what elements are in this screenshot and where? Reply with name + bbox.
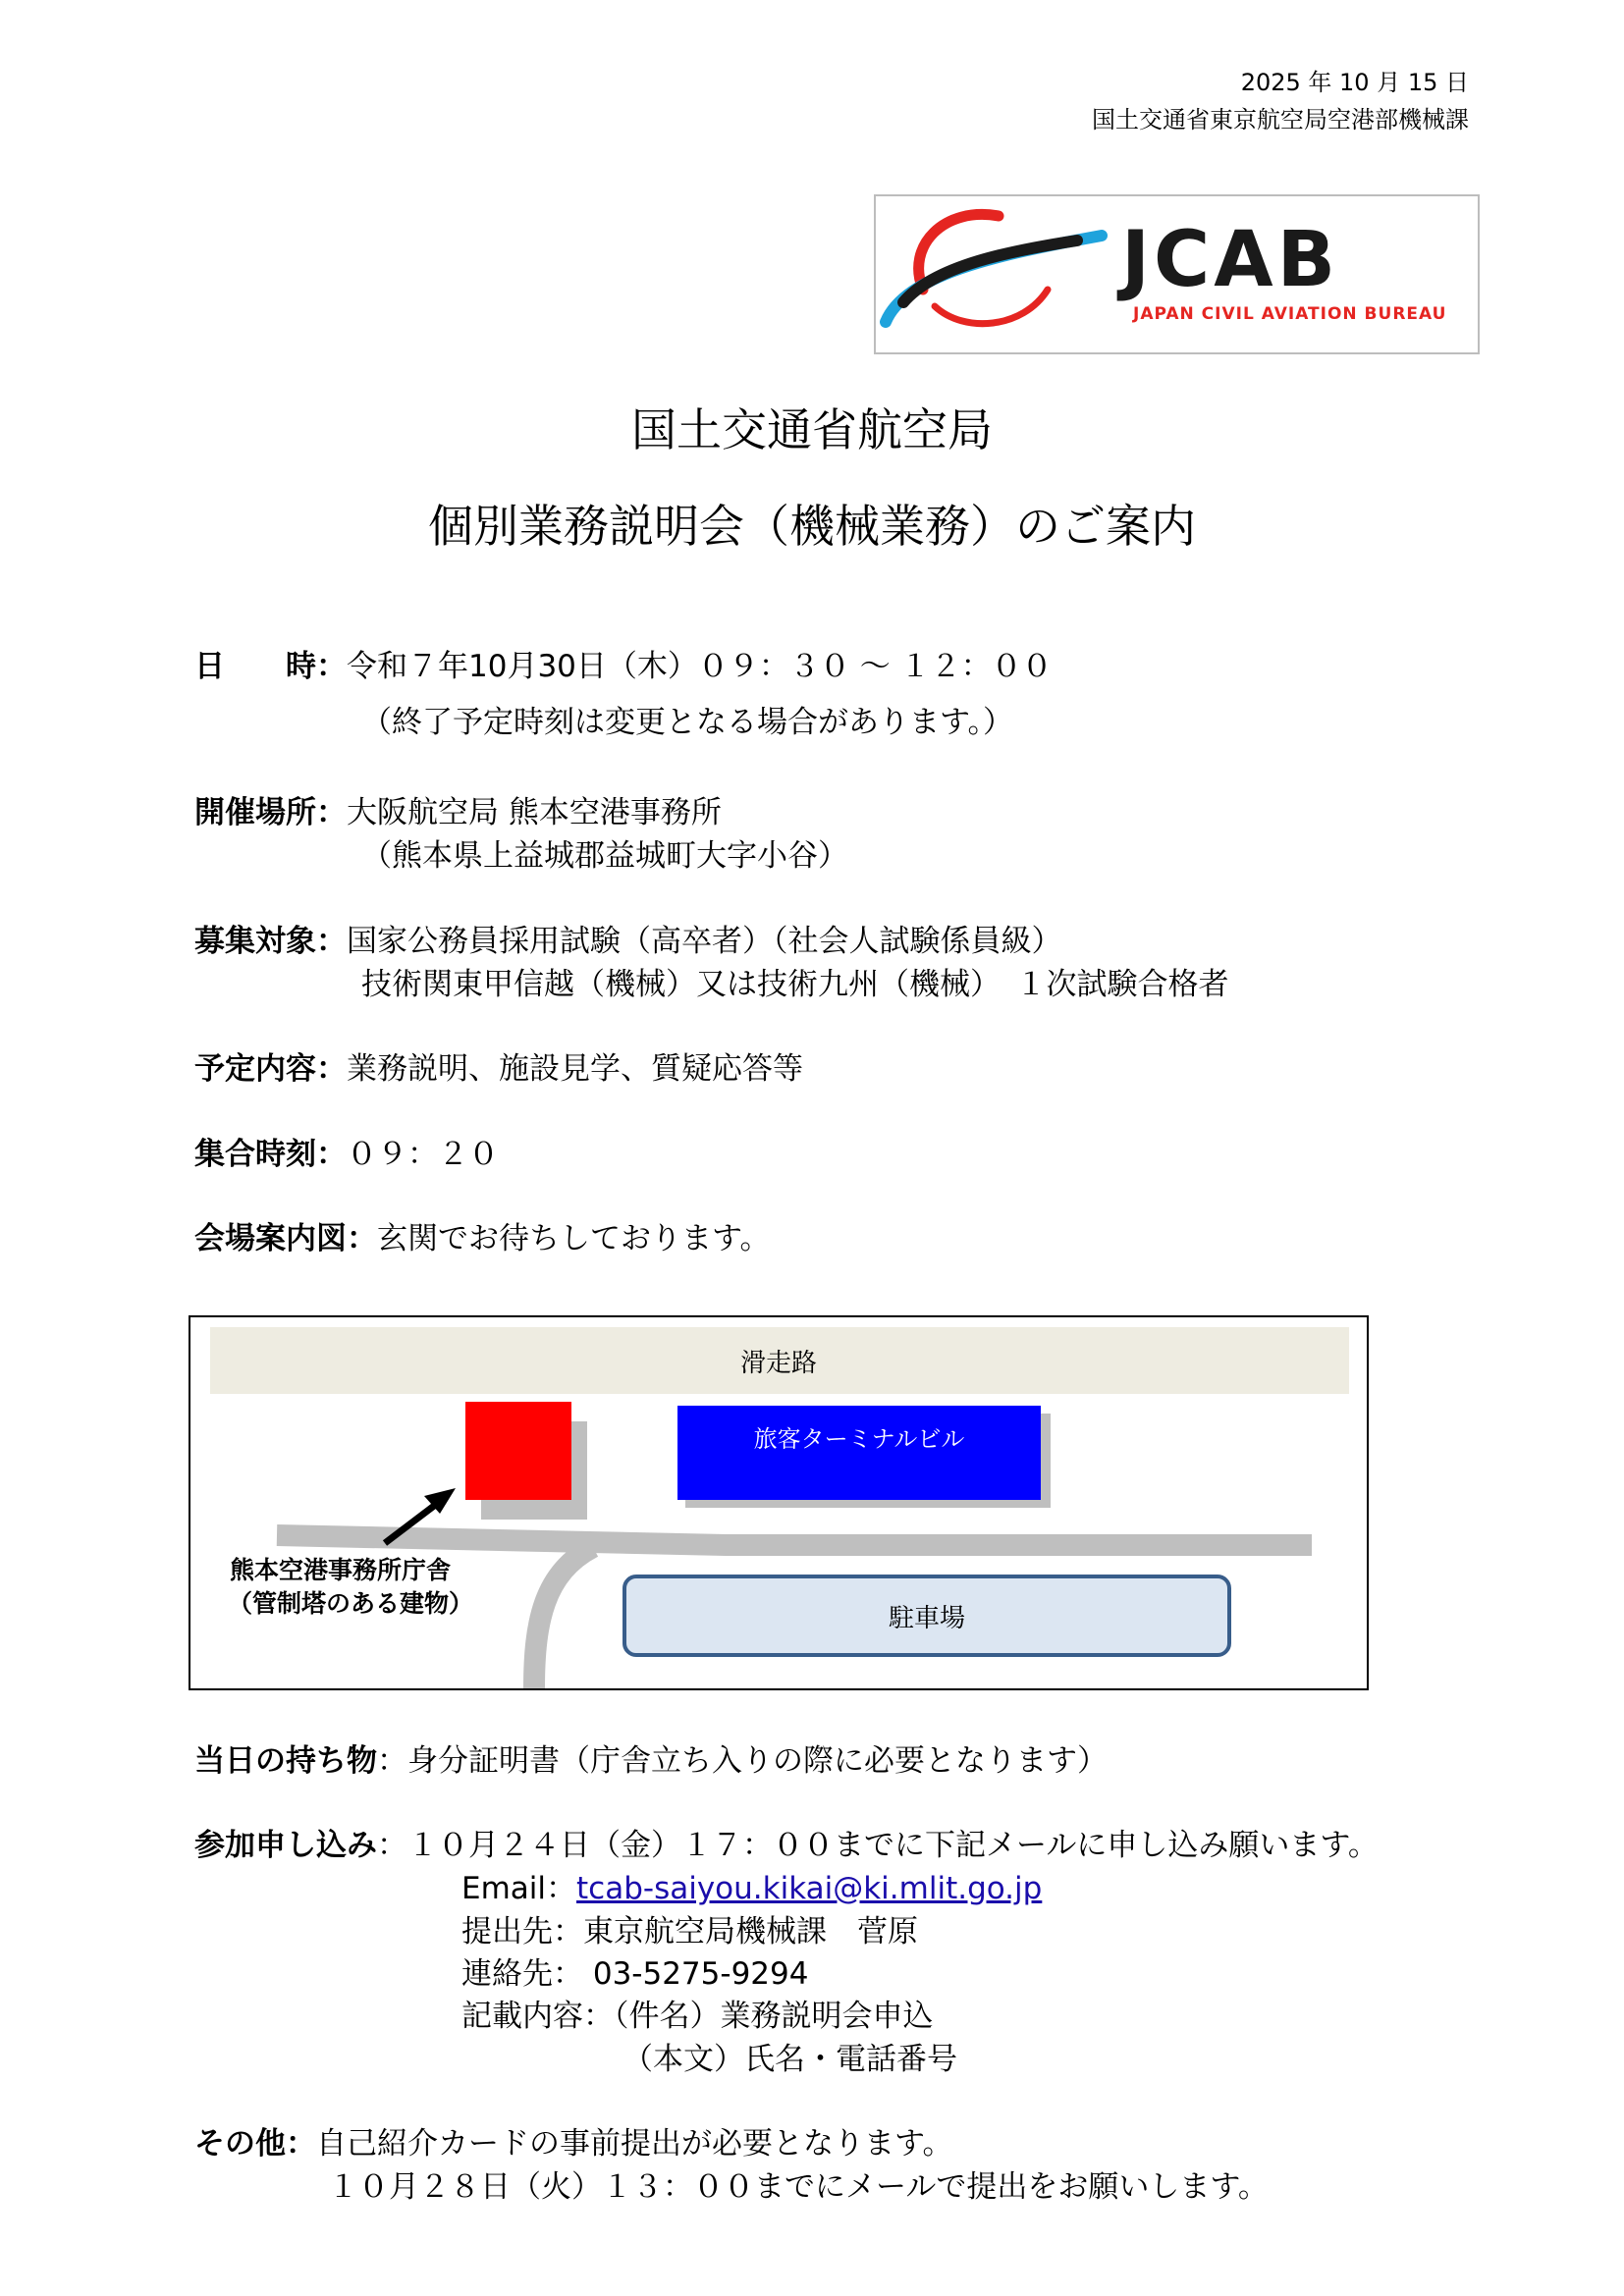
datetime-label: 日 時： <box>194 649 347 684</box>
issuer-name: 国土交通省東京航空局空港部機械課 <box>1092 106 1469 133</box>
other-value-2: １０月２８日（火）１３：００までにメールで提出をお願いします。 <box>328 2169 1269 2205</box>
content-label: 予定内容： <box>194 1051 347 1087</box>
jcab-logo <box>874 194 1480 354</box>
logo-text: JCAB <box>1121 216 1340 304</box>
map-guide-label: 会場案内図： <box>194 1221 377 1256</box>
content-value: 業務説明、施設見学、質疑応答等 <box>347 1051 803 1087</box>
venue-value: 大阪航空局 熊本空港事務所 <box>347 795 722 830</box>
other-row <box>194 2122 953 2165</box>
meeting-time-row <box>194 1133 499 1176</box>
map-office-label: 熊本空港事務所庁舎 <box>230 1556 452 1584</box>
page-title: 国土交通省航空局 <box>631 403 993 456</box>
venue-row <box>194 791 722 834</box>
datetime-row <box>194 645 1053 688</box>
venue-address: （熊本県上益城郡益城町大字小谷） <box>361 838 848 874</box>
target-label: 募集対象： <box>194 924 347 959</box>
application-value: ：１０月２４日（金）１７：００までに下記メールに申し込み願います。 <box>377 1828 1379 1863</box>
application-email-row <box>461 1867 1042 1910</box>
application-row <box>194 1824 1379 1867</box>
datetime-note: （終了予定時刻は変更となる場合があります。） <box>361 705 1014 740</box>
items-label: 当日の持ち物 <box>194 1743 377 1779</box>
venue-label: 開催場所： <box>194 795 347 830</box>
other-label: その他： <box>194 2126 316 2162</box>
application-content-1: 記載内容：（件名）業務説明会申込 <box>461 1999 934 2034</box>
page-subtitle: 個別業務説明会（機械業務）のご案内 <box>428 500 1196 553</box>
target-row <box>194 920 1062 963</box>
map-office-sublabel: （管制塔のある建物） <box>228 1589 474 1618</box>
map-parking-label: 駐車場 <box>888 1604 965 1633</box>
content-row <box>194 1047 803 1091</box>
target-value-2: 技術関東甲信越（機械）又は技術九州（機械） １次試験合格者 <box>361 967 1229 1002</box>
items-value: ：身分証明書（庁舎立ち入りの際に必要となります） <box>377 1743 1108 1779</box>
application-contact: 連絡先： 03-5275-9294 <box>461 1956 809 1992</box>
application-content-2: （本文）氏名・電話番号 <box>623 2042 957 2077</box>
application-email-link[interactable]: tcab-saiyou.kikai@ki.mlit.go.jp <box>576 1871 1043 1906</box>
application-email-label: Email： <box>461 1871 577 1906</box>
other-value-1: 自己紹介カードの事前提出が必要となります。 <box>316 2126 953 2162</box>
meeting-time-value: ０９：２０ <box>347 1137 499 1172</box>
application-label: 参加申し込み <box>194 1828 377 1863</box>
target-value-1: 国家公務員採用試験（高卒者）（社会人試験係員級） <box>347 924 1062 959</box>
application-submit-to: 提出先：東京航空局機械課 菅原 <box>461 1914 918 1949</box>
map-guide-value: 玄関でお待ちしております。 <box>377 1221 771 1256</box>
map-office-building <box>465 1402 571 1500</box>
meeting-time-label: 集合時刻： <box>194 1137 347 1172</box>
document-date: 2025 年 10 月 15 日 <box>1240 69 1469 96</box>
datetime-value: 令和７年10月30日（木）０９：３０ ～ １２：００ <box>347 649 1053 684</box>
venue-map <box>189 1315 1369 1690</box>
items-row <box>194 1739 1108 1783</box>
map-runway-label: 滑走路 <box>739 1349 817 1378</box>
logo-subtitle: JAPAN CIVIL AVIATION BUREAU <box>1133 304 1447 324</box>
map-guide-row <box>194 1217 771 1260</box>
map-terminal-label: 旅客ターミナルビル <box>753 1425 965 1453</box>
